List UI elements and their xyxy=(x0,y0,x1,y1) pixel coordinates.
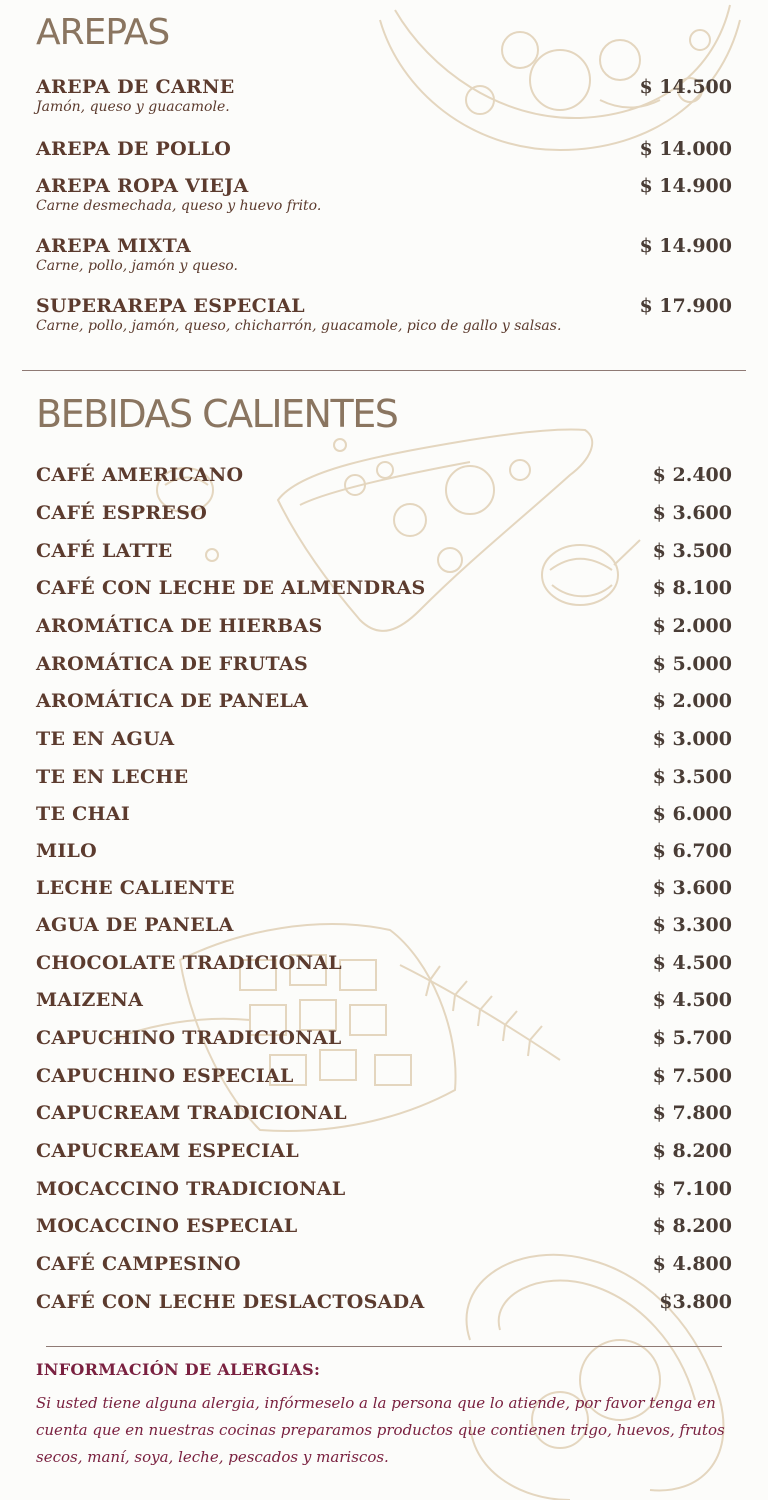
menu-item xyxy=(36,839,732,863)
item-name: CAFÉ CON LECHE DE ALMENDRAS xyxy=(36,577,426,599)
item-price: $ 2.000 xyxy=(652,615,732,637)
item-price: $ 6.700 xyxy=(652,840,732,862)
item-name: CAFÉ CAMPESINO xyxy=(36,1253,241,1275)
item-name: CAFÉ LATTE xyxy=(36,540,173,562)
menu-item xyxy=(36,1139,732,1163)
item-price: $ 4.500 xyxy=(652,989,732,1011)
item-name: AROMÁTICA DE HIERBAS xyxy=(36,615,323,637)
menu-item xyxy=(36,1101,732,1125)
allergy-title: INFORMACIÓN DE ALERGIAS: xyxy=(36,1360,321,1379)
item-price: $ 3.600 xyxy=(652,502,732,524)
item-name: CAPUCHINO TRADICIONAL xyxy=(36,1027,342,1049)
item-description: Jamón, queso y guacamole. xyxy=(36,99,230,115)
item-price: $ 3.300 xyxy=(652,914,732,936)
pizza-slice-sketch-icon xyxy=(206,429,592,630)
item-name: CAPUCREAM ESPECIAL xyxy=(36,1140,299,1162)
item-price: $ 6.000 xyxy=(652,803,732,825)
menu-item xyxy=(36,802,732,826)
item-price: $ 5.700 xyxy=(652,1027,732,1049)
allergy-text: Si usted tiene alguna alergia, infórmeselo a la persona que lo atiende, por favor tenga en cuenta que en nuestras cocinas preparamos productos que contienen trigo, huevos, frutos secos, maní, soya, leche, pescados y mariscos. xyxy=(36,1394,725,1466)
menu-item xyxy=(36,1064,732,1088)
item-name: TE EN LECHE xyxy=(36,766,189,788)
item-price: $ 2.400 xyxy=(652,464,732,486)
item-price: $ 4.500 xyxy=(652,952,732,974)
item-price: $ 5.000 xyxy=(652,653,732,675)
menu-item xyxy=(36,137,732,161)
menu-item xyxy=(36,765,732,789)
menu-item xyxy=(36,652,732,676)
item-name: TE CHAI xyxy=(36,803,131,825)
item-price: $ 8.200 xyxy=(652,1140,732,1162)
item-price: $ 4.800 xyxy=(652,1253,732,1275)
item-name: MOCACCINO ESPECIAL xyxy=(36,1215,298,1237)
menu-item xyxy=(36,539,732,563)
menu-item xyxy=(36,1252,732,1276)
item-name: CHOCOLATE TRADICIONAL xyxy=(36,952,342,974)
item-name: AREPA MIXTA xyxy=(36,235,192,257)
item-price: $ 3.500 xyxy=(652,766,732,788)
item-name: CAPUCREAM TRADICIONAL xyxy=(36,1102,347,1124)
item-name: CAFÉ CON LECHE DESLACTOSADA xyxy=(36,1291,425,1313)
item-name: CAFÉ AMERICANO xyxy=(36,464,244,486)
item-name: AREPA DE POLLO xyxy=(36,138,232,160)
item-name: LECHE CALIENTE xyxy=(36,877,235,899)
item-name: AREPA DE CARNE xyxy=(36,76,235,98)
menu-item xyxy=(36,75,732,116)
menu-item xyxy=(36,951,732,975)
menu-item xyxy=(36,727,732,751)
menu-item xyxy=(36,576,732,600)
item-price: $ 3.500 xyxy=(652,540,732,562)
item-name: AREPA ROPA VIEJA xyxy=(36,175,249,197)
item-name: CAFÉ ESPRESO xyxy=(36,502,208,524)
arepas-section-title: AREPAS xyxy=(36,12,170,53)
menu-item xyxy=(36,294,732,335)
item-description: Carne, pollo, jamón, queso, chicharrón, guacamole, pico de gallo y salsas. xyxy=(36,318,562,334)
item-price: $ 7.500 xyxy=(652,1065,732,1087)
menu-item xyxy=(36,174,732,215)
item-price: $3.800 xyxy=(659,1291,732,1313)
item-price: $ 7.100 xyxy=(652,1178,732,1200)
item-name: AGUA DE PANELA xyxy=(36,914,234,936)
item-price: $ 8.100 xyxy=(652,577,732,599)
menu-item xyxy=(36,988,732,1012)
item-price: $ 14.900 xyxy=(639,235,732,257)
item-name: TE EN AGUA xyxy=(36,728,175,750)
menu-item xyxy=(36,501,732,525)
menu-item xyxy=(36,913,732,937)
item-price: $ 14.900 xyxy=(639,175,732,197)
item-price: $ 2.000 xyxy=(652,690,732,712)
section-divider xyxy=(22,370,746,371)
item-price: $ 8.200 xyxy=(652,1215,732,1237)
menu-item xyxy=(36,614,732,638)
menu-item xyxy=(36,1214,732,1238)
menu-item xyxy=(36,1290,732,1314)
item-price: $ 14.000 xyxy=(639,138,732,160)
menu-item xyxy=(36,1026,732,1050)
menu-item xyxy=(36,463,732,487)
item-name: MAIZENA xyxy=(36,989,144,1011)
item-price: $ 3.000 xyxy=(652,728,732,750)
item-price: $ 3.600 xyxy=(652,877,732,899)
menu-item xyxy=(36,1177,732,1201)
item-description: Carne, pollo, jamón y queso. xyxy=(36,258,238,274)
item-name: AROMÁTICA DE FRUTAS xyxy=(36,653,309,675)
item-price: $ 14.500 xyxy=(639,76,732,98)
item-name: CAPUCHINO ESPECIAL xyxy=(36,1065,294,1087)
menu-item xyxy=(36,876,732,900)
bebidas-section-title: BEBIDAS CALIENTES xyxy=(36,392,398,436)
menu-item xyxy=(36,234,732,275)
item-name: MILO xyxy=(36,840,98,862)
item-description: Carne desmechada, queso y huevo frito. xyxy=(36,198,322,214)
item-name: MOCACCINO TRADICIONAL xyxy=(36,1178,346,1200)
item-name: AROMÁTICA DE PANELA xyxy=(36,690,309,712)
item-price: $ 17.900 xyxy=(639,295,732,317)
menu-item xyxy=(36,689,732,713)
item-price: $ 7.800 xyxy=(652,1102,732,1124)
item-name: SUPERAREPA ESPECIAL xyxy=(36,295,305,317)
allergy-divider xyxy=(46,1346,722,1347)
